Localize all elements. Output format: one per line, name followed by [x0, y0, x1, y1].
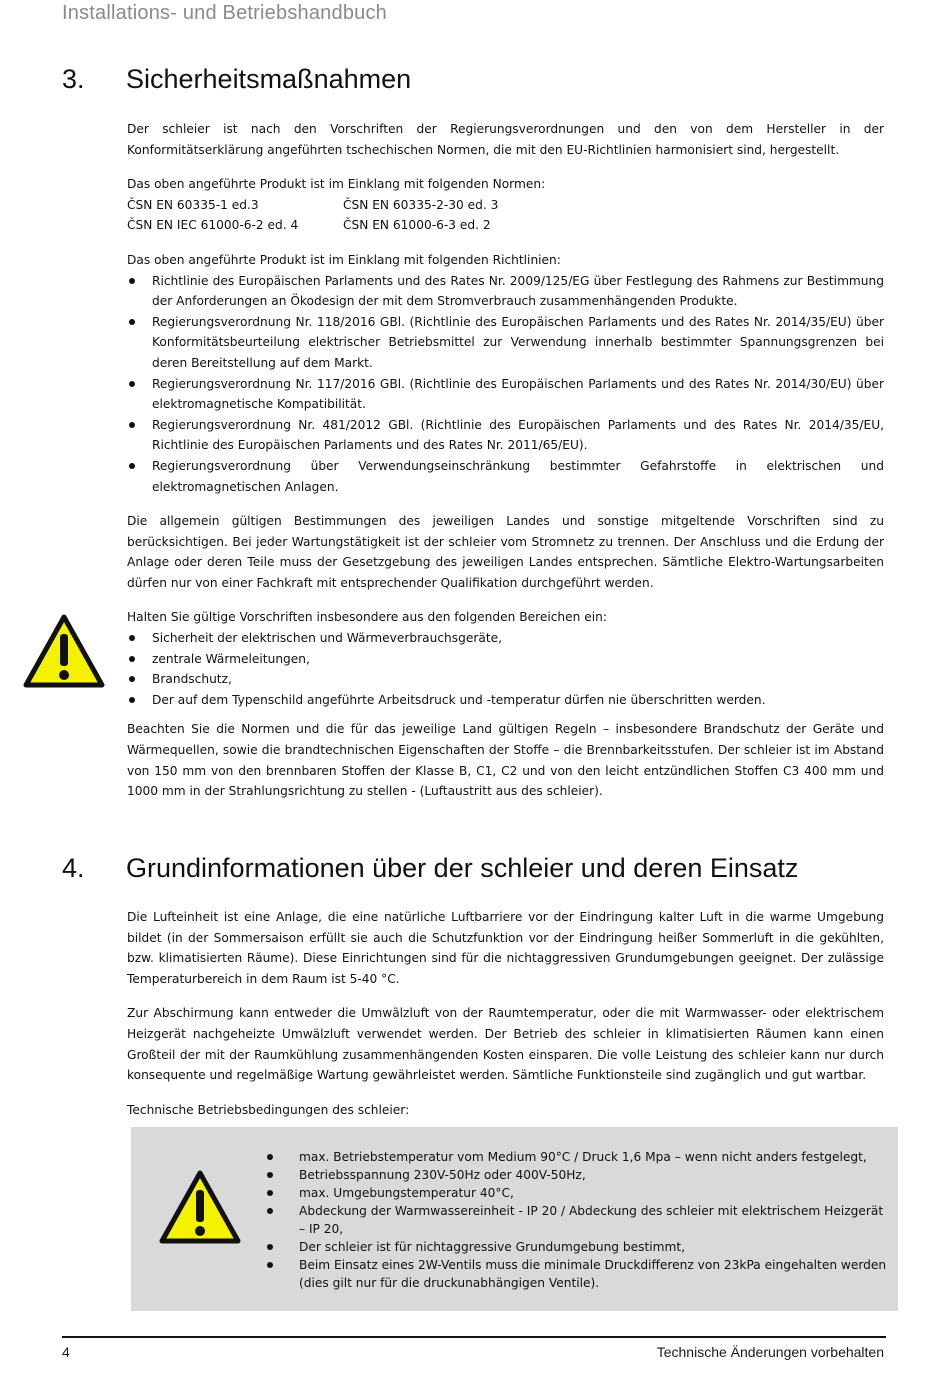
page-number: 4	[62, 1344, 70, 1360]
section-3-heading	[62, 64, 411, 95]
conditions-intro: Technische Betriebsbedingungen des schleier:	[127, 1102, 410, 1117]
list-item: max. Umgebungstemperatur 40°C,	[274, 1184, 887, 1202]
list-item: Richtlinie des Europäischen Parlaments und des Rates Nr. 2009/125/EG über Festlegung des Rahmens zur Bestimmung der Anforderungen an Ökodesign der mit dem Stromverbrauch zusammenhängenden Produkte.	[127, 271, 884, 312]
warning-triangle-icon	[158, 1168, 242, 1246]
running-header: Installations- und Betriebshandbuch	[62, 2, 387, 24]
warning-triangle-icon	[22, 612, 106, 690]
norms-intro: Das oben angeführte Produkt ist im Einklang mit folgenden Normen:	[127, 177, 546, 192]
norm-item: ČSN EN IEC 61000-6-2 ed. 4	[127, 218, 299, 233]
footer-note: Technische Änderungen vorbehalten	[656, 1344, 884, 1360]
list-item: Beim Einsatz eines 2W-Ventils muss die minimale Druckdifferenz von 23kPa eingehalten werden (dies gilt nur für die druckunabhängigen Ventile).	[274, 1256, 887, 1292]
operation-paragraph: Zur Abschirmung kann entweder die Umwälzluft von der Raumtemperatur, oder die mit Warmwasser- oder elektrischem Heizgerät nachgeheizte Umwälzluft verwendet werden. Der Betrieb des schleier in klimatisierten Räumen kann einen Großteil der mit der Raumkühlung zusammenhängenden Kosten einsparen. Die volle Leistung des schleier kann nur durch konsequente und regelmäßige Wartung gewährleistet werden. Sämtliche Funktionsteile sind zugänglich und gut wartbar.	[127, 1006, 884, 1083]
regulations-intro: Halten Sie gültige Vorschriften insbesondere aus den folgenden Bereichen ein:	[127, 610, 607, 625]
directives-list	[127, 271, 884, 498]
section-3-title: Sicherheitsmaßnahmen	[126, 64, 412, 94]
directives-intro: Das oben angeführte Produkt ist im Einklang mit folgenden Richtlinien:	[127, 252, 561, 267]
intro-paragraph: Der schleier ist nach den Vorschriften der Regierungsverordnungen und den von dem Hersteller in der Konformitätserklärung angeführten tschechischen Normen, die mit den EU-Richtlinien harmonisiert sind, hergestellt.	[127, 122, 884, 157]
section-3-number: 3.	[62, 64, 85, 94]
list-item: zentrale Wärmeleitungen,	[127, 649, 884, 670]
list-item: Regierungsverordnung Nr. 117/2016 GBl. (Richtlinie des Europäischen Parlaments und des Rates Nr. 2014/30/EU) über elektromagnetische Kompatibilität.	[127, 374, 884, 415]
list-item: Abdeckung der Warmwassereinheit - IP 20 / Abdeckung des schleier mit elektrischem Heizgerät – IP 20,	[274, 1202, 887, 1238]
list-item: Regierungsverordnung Nr. 118/2016 GBl. (Richtlinie des Europäischen Parlaments und des Rates Nr. 2014/35/EU) über Konformitätsbeurteilung elektrischer Betriebsmittel zur Verwendung innerhalb bestimmter Spannungsgrenzen bei deren Bereitstellung auf dem Markt.	[127, 312, 884, 374]
section-4-heading	[62, 853, 798, 884]
norm-item: ČSN EN 60335-1 ed.3	[127, 197, 259, 212]
section-4-title: Grundinformationen über der schleier und deren Einsatz	[126, 853, 799, 883]
section-3-body	[127, 119, 884, 802]
list-item: Der auf dem Typenschild angeführte Arbeitsdruck und -temperatur dürfen nie überschritten werden.	[127, 690, 884, 711]
norm-item: ČSN EN 61000-6-3 ed. 2	[343, 218, 491, 233]
list-item: Der schleier ist für nichtaggressive Grundumgebung bestimmt,	[274, 1238, 887, 1256]
list-item: Betriebsspannung 230V-50Hz oder 400V-50Hz,	[274, 1166, 887, 1184]
section-4-number: 4.	[62, 853, 85, 883]
general-paragraph: Die allgemein gültigen Bestimmungen des jeweiligen Landes und sonstige mitgeltende Vorschriften sind zu berücksichtigen. Bei jeder Wartungstätigkeit ist der schleier vom Stromnetz zu trennen. Der Anschluss und die Erdung der Anlage oder deren Teile muss der Gesetzgebung des jeweiligen Landes entsprechen. Sämtliche Elektro-Wartungsarbeiten dürfen nur von einer Fachkraft mit entsprechender Qualifikation durchgeführt werden.	[127, 514, 884, 590]
regulations-list	[127, 628, 884, 710]
list-item: Regierungsverordnung Nr. 481/2012 GBl. (Richtlinie des Europäischen Parlaments und des Rates Nr. 2014/35/EU, Richtlinie des Europäischen Parlaments und des Rates Nr. 2011/65/EU).	[127, 415, 884, 456]
list-item: Brandschutz,	[127, 669, 884, 690]
norm-item: ČSN EN 60335-2-30 ed. 3	[343, 197, 499, 212]
conditions-list	[274, 1148, 887, 1292]
air-unit-paragraph: Die Lufteinheit ist eine Anlage, die eine natürliche Luftbarriere vor der Eindringung kalter Luft in die warme Umgebung bildet (in der Sommersaison erfüllt sie auch die Schutzfunktion vor der Eindringung heißer Sommerluft in die gekühlten, bzw. klimatisierten Räume). Diese Einrichtungen sind für die nichtaggressiven Grundumgebungen geeignet. Der zulässige Temperaturbereich in dem Raum ist 5-40 °C.	[127, 910, 884, 986]
list-item: max. Betriebstemperatur vom Medium 90°C / Druck 1,6 Mpa – wenn nicht anders festgelegt,	[274, 1148, 887, 1166]
section-4-body	[127, 907, 884, 1120]
fire-safety-paragraph: Beachten Sie die Normen und die für das jeweilige Land gültigen Regeln – insbesondere Brandschutz der Geräte und Wärmequellen, sowie die brandtechnischen Eigenschaften der Stoffe – die Brennbarkeitsstufen. Der schleier ist im Abstand von 150 mm von den brennbaren Stoffen der Klasse B, C1, C2 und von den leicht entzündlichen Stoffen C3 400 mm und 1000 mm in der Strahlungsrichtung zu stellen - (Luftaustritt aus des schleier).	[127, 722, 884, 799]
footer-divider	[62, 1336, 886, 1338]
list-item: Regierungsverordnung über Verwendungseinschränkung bestimmter Gefahrstoffe in elektrischen und elektromagnetischen Anlagen.	[127, 456, 884, 497]
norms-list	[127, 195, 884, 236]
list-item: Sicherheit der elektrischen und Wärmeverbrauchsgeräte,	[127, 628, 884, 649]
